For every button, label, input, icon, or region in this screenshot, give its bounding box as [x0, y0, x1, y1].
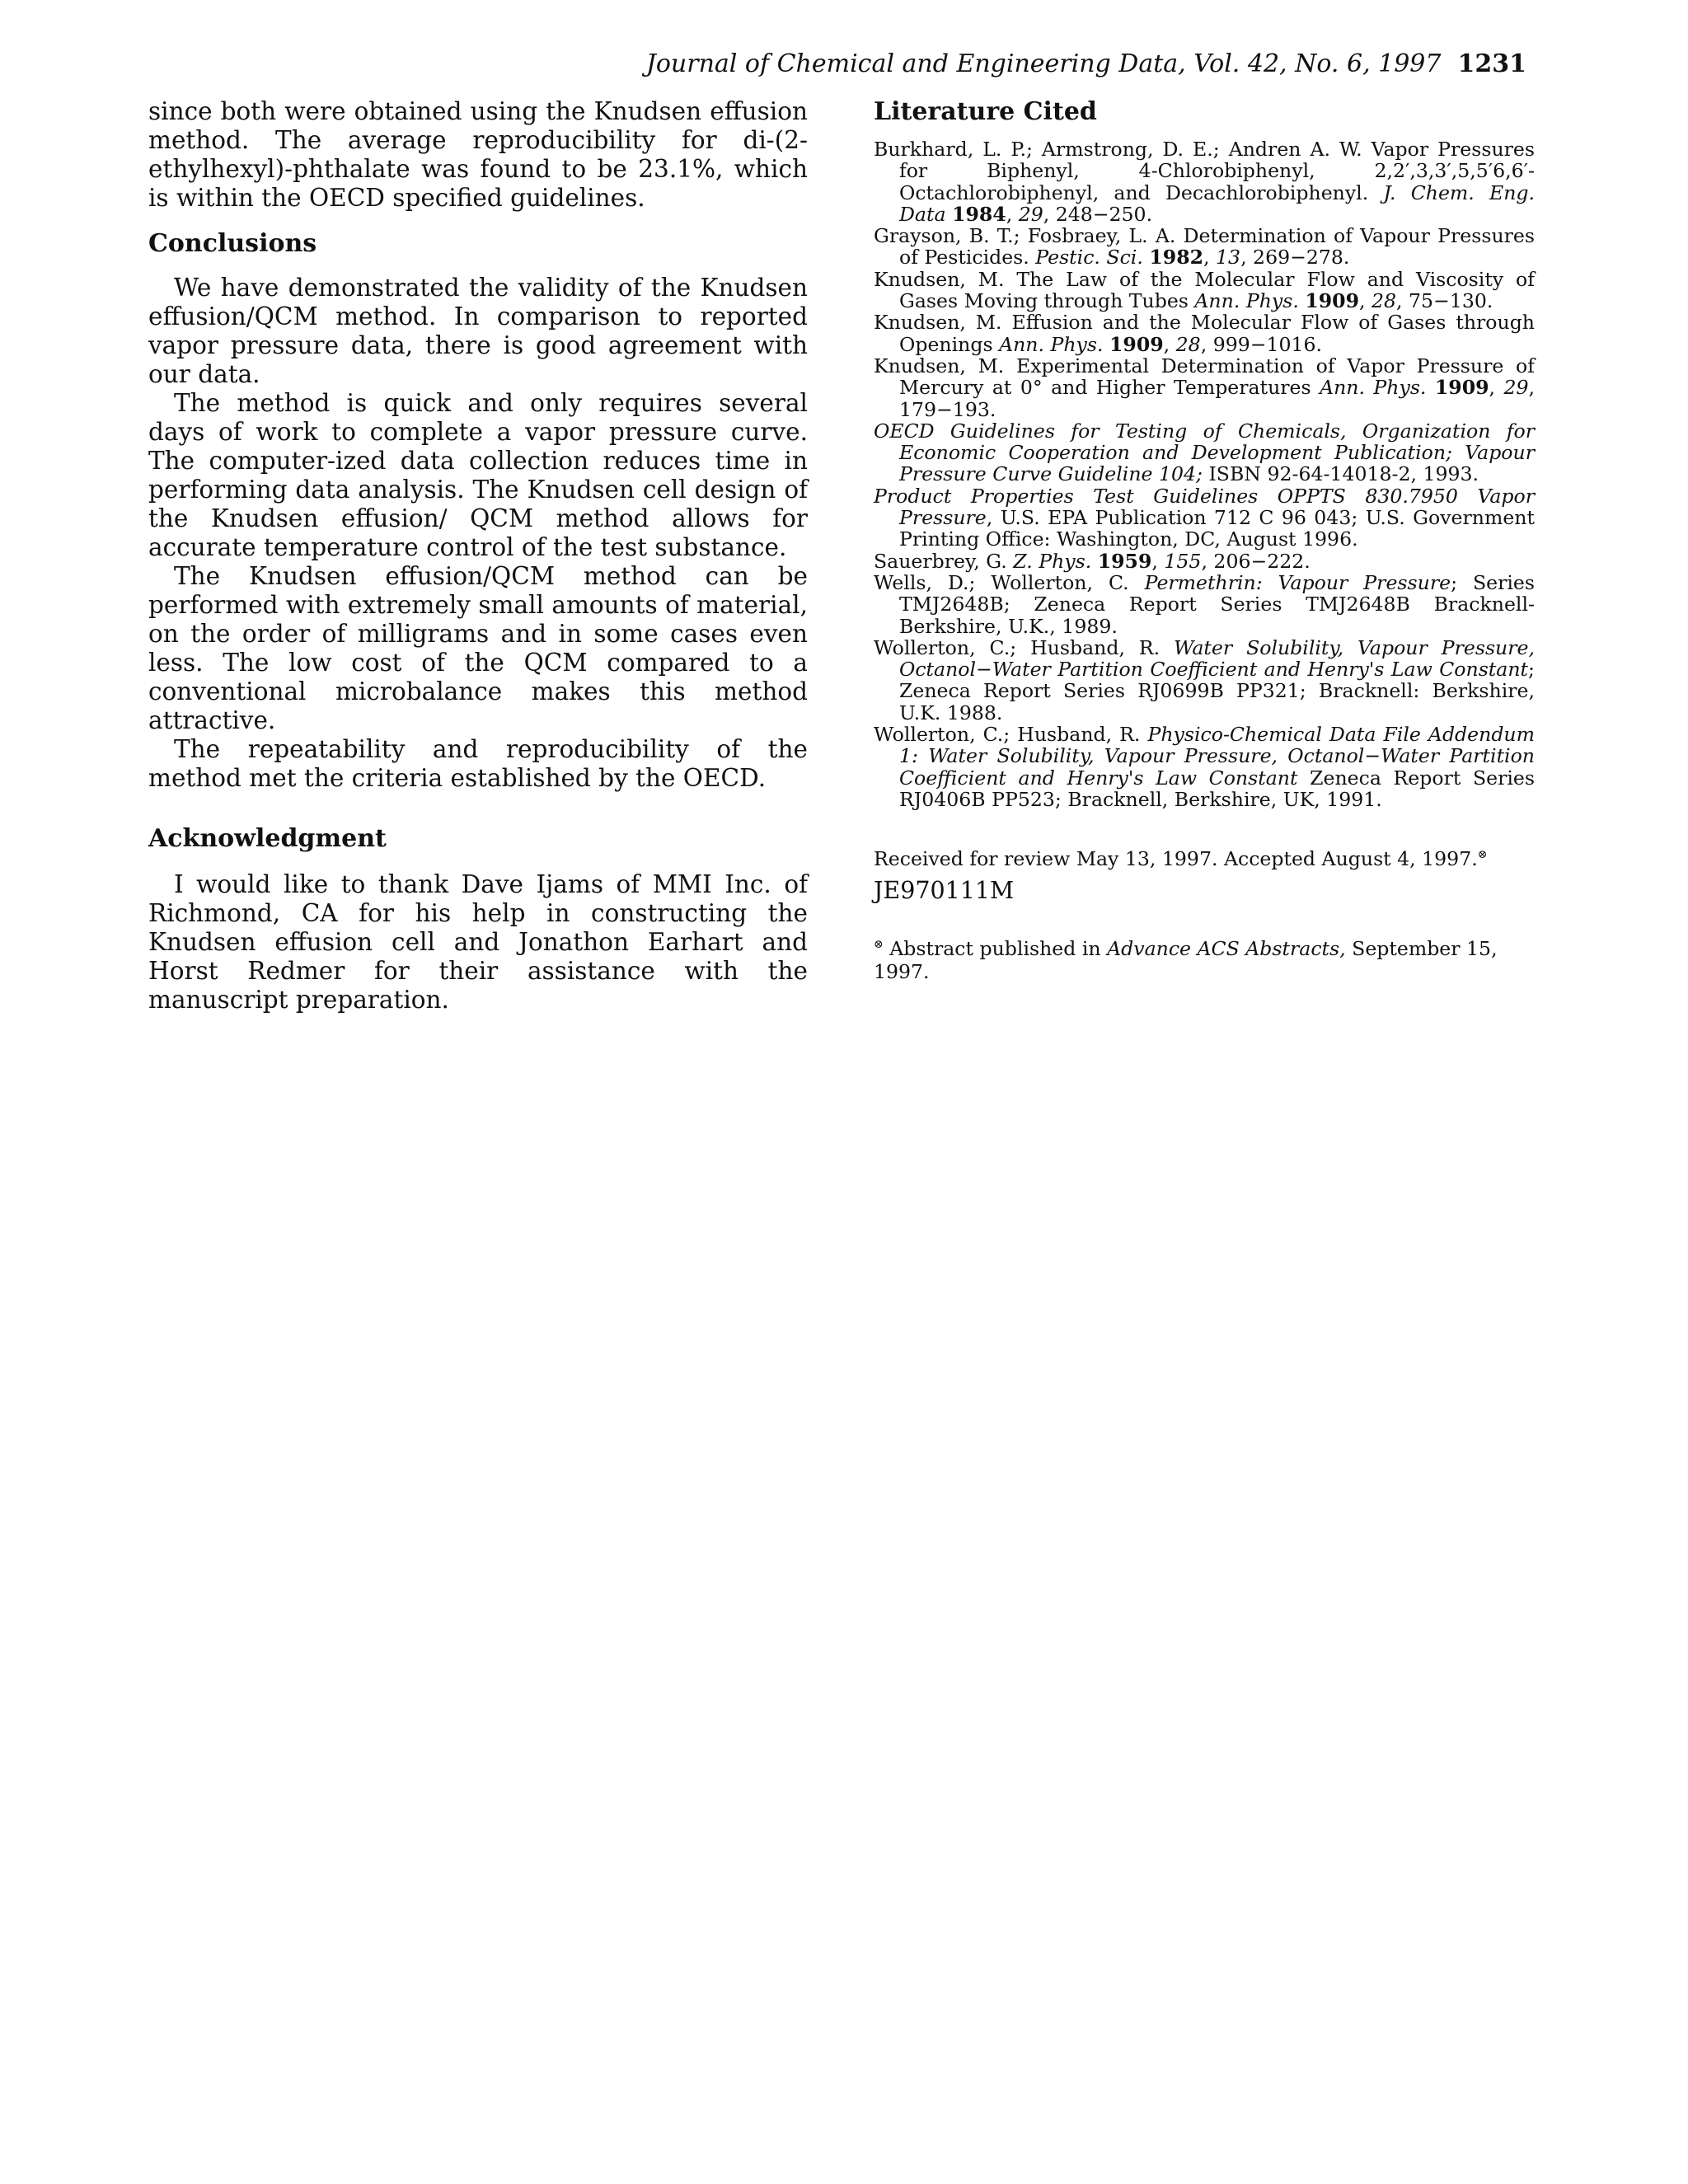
- reference-segment: [1104, 333, 1110, 356]
- reference-segment: 1909: [1109, 332, 1164, 356]
- reference-segment: Z. Phys.: [1013, 549, 1092, 573]
- reference-segment: 1909: [1434, 376, 1489, 400]
- reference-segment: Ann. Phys.: [1194, 289, 1299, 313]
- reference-segment: Wells, D.; Wollerton, C.: [874, 570, 1145, 594]
- reference-segment: OECD Guidelines for Testing of Chemicals, Organization for Economic Cooperation and Development Publication; Vapour Pressure Curve Guideline 104;: [874, 419, 1535, 486]
- reference-item: [874, 138, 1535, 225]
- reference-segment: ,: [1489, 376, 1504, 400]
- reference-item: [874, 637, 1535, 724]
- reference-segment: , 269−278.: [1240, 246, 1350, 269]
- reference-segment: Knudsen, M. Experimental Determination of Vapor Pressure of Mercury at 0° and Higher Temperatures: [874, 354, 1535, 400]
- received-footnote-mark: ⊗: [1477, 848, 1488, 862]
- reference-segment: 28: [1372, 289, 1397, 313]
- reference-list: [874, 138, 1535, 810]
- footnote-date: September 15, 1997.: [874, 936, 1498, 983]
- reference-segment: Wollerton, C.; Husband, R.: [874, 635, 1175, 659]
- conclusions-paragraph: We have demonstrated the validity of the Knudsen effusion/QCM method. In comparison to reported vapor pressure data, there is good agreement with our data.: [148, 274, 808, 388]
- reference-segment: 1909: [1305, 289, 1359, 313]
- reference-segment: Knudsen, M. Effusion and the Molecular Flow of Gases through Openings: [874, 311, 1535, 356]
- reference-segment: 1984: [952, 202, 1006, 226]
- reference-item: [874, 312, 1535, 355]
- reference-item: [874, 724, 1535, 810]
- manuscript-id: JE970111M: [874, 877, 1015, 905]
- reference-item: [874, 420, 1535, 485]
- reference-segment: ,: [1203, 246, 1217, 269]
- reference-segment: 155: [1164, 549, 1202, 573]
- reference-segment: Knudsen, M. The Law of the Molecular Flow and Viscosity of Gases Moving through Tubes: [874, 267, 1535, 313]
- reference-segment: 29: [1503, 376, 1529, 400]
- reference-segment: 13: [1216, 246, 1241, 269]
- reference-segment: [1091, 550, 1098, 573]
- reference-segment: Physico-Chemical Data File Addendum 1: Water Solubility, Vapour Pressure, Octanol−Water Partition Coefficient and Henry's Law Constant: [899, 723, 1535, 790]
- continuation-paragraph: since both were obtained using the Knudsen effusion method. The average reproducibility for di-(2-ethylhexyl)-phthalate was found to be 23.1%, which is within the OECD specified guidelines.: [148, 97, 808, 212]
- footnote: [874, 933, 1535, 983]
- reference-segment: Permethrin: Vapour Pressure: [1144, 570, 1451, 594]
- received-line: [874, 843, 1535, 870]
- reference-segment: 29: [1018, 202, 1043, 226]
- reference-item: [874, 572, 1535, 637]
- reference-item: [874, 225, 1535, 269]
- conclusions-paragraph: The method is quick and only requires several days of work to complete a vapor pressure curve. The computer-ized data collection reduces time in performing data analysis. The Knudsen cell design of the Knudsen effusion/ QCM method allows for accurate temperature control of the test substance.: [148, 389, 808, 561]
- reference-segment: 1959: [1097, 549, 1152, 573]
- reference-segment: [1426, 376, 1434, 399]
- reference-segment: J. Chem. Eng. Data: [899, 180, 1536, 226]
- reference-item: [874, 551, 1535, 572]
- reference-segment: ,: [1359, 289, 1372, 313]
- reference-segment: , 206−222.: [1201, 549, 1311, 573]
- reference-segment: [946, 203, 953, 226]
- reference-segment: Sauerbrey, G.: [874, 549, 1014, 573]
- reference-segment: , U.S. EPA Publication 712 C 96 043; U.S. Government Printing Office: Washington, DC, August 1996.: [899, 506, 1535, 551]
- reference-segment: Product Properties Test Guidelines OPPTS 830.7950 Vapor Pressure: [874, 484, 1535, 530]
- reference-segment: ; Series TMJ2648B; Zeneca Report Series TMJ2648B Bracknell-Berkshire, U.K., 1989.: [899, 570, 1535, 638]
- footnote-lead: Abstract published in: [883, 936, 1108, 960]
- reference-segment: , 999−1016.: [1200, 332, 1323, 356]
- reference-segment: ; Zeneca Report Series RJ0699B PP321; Bracknell: Berkshire, U.K. 1988.: [899, 658, 1535, 724]
- page-number: 1231: [1457, 49, 1526, 78]
- running-head: [646, 49, 1526, 78]
- reference-segment: ,: [1163, 332, 1176, 356]
- reference-segment: ISBN 92-64-14018-2, 1993.: [1202, 462, 1479, 486]
- reference-item: [874, 355, 1535, 420]
- reference-segment: Water Solubility, Vapour Pressure, Octanol−Water Partition Coefficient and Henry's Law Constant: [899, 635, 1535, 682]
- literature-cited-heading: Literature Cited: [874, 97, 1097, 126]
- conclusions-paragraph: The Knudsen effusion/QCM method can be performed with extremely small amounts of material, on the order of milligrams and in some cases even less. The low cost of the QCM compared to a conventional microbalance makes this method attractive.: [148, 562, 808, 734]
- conclusions-heading: Conclusions: [148, 229, 317, 258]
- reference-segment: , 248−250.: [1043, 202, 1153, 226]
- reference-item: [874, 269, 1535, 312]
- footnote-mark: ⊗: [874, 938, 884, 952]
- reference-segment: , 179−193.: [899, 376, 1536, 421]
- acknowledgment-heading: Acknowledgment: [148, 824, 387, 853]
- reference-segment: Burkhard, L. P.; Armstrong, D. E.; Andren A. W. Vapor Pressures for Biphenyl, 4-Chlorobiphenyl, 2,2′,3,3′,5,5′6,6′-Octachlorobiphenyl, and Decachlorobiphenyl.: [874, 138, 1535, 204]
- reference-segment: 28: [1175, 332, 1201, 356]
- reference-segment: 1982: [1149, 246, 1204, 269]
- reference-segment: ,: [1006, 202, 1019, 226]
- left-column: [148, 97, 808, 1015]
- reference-segment: , 75−130.: [1396, 289, 1493, 313]
- reference-segment: Grayson, B. T.; Fosbraey, L. A. Determination of Vapour Pressures of Pesticides.: [874, 224, 1535, 269]
- reference-segment: Ann. Phys.: [999, 332, 1104, 356]
- acknowledgment-paragraph: I would like to thank Dave Ijams of MMI Inc. of Richmond, CA for his help in constructing the Knudsen effusion cell and Jonathon Earhart and Horst Redmer for their assistance with the manuscript preparation.: [148, 870, 808, 1014]
- right-column: [874, 97, 1535, 983]
- reference-segment: Zeneca Report Series RJ0406B PP523; Bracknell, Berkshire, UK, 1991.: [899, 766, 1535, 811]
- footnote-journal: Advance ACS Abstracts,: [1107, 936, 1346, 960]
- reference-segment: Pestic. Sci.: [1035, 246, 1143, 269]
- conclusions-paragraph: The repeatability and reproducibility of the method met the criteria established by the OECD.: [148, 735, 808, 792]
- received-text: Received for review May 13, 1997. Accepted August 4, 1997.: [874, 847, 1478, 871]
- reference-segment: ,: [1151, 549, 1165, 573]
- journal-citation: Journal of Chemical and Engineering Data, Vol. 42, No. 6, 1997: [645, 49, 1442, 78]
- reference-segment: Ann. Phys.: [1320, 376, 1427, 400]
- reference-segment: Wollerton, C.; Husband, R.: [874, 723, 1148, 747]
- reference-item: [874, 485, 1535, 551]
